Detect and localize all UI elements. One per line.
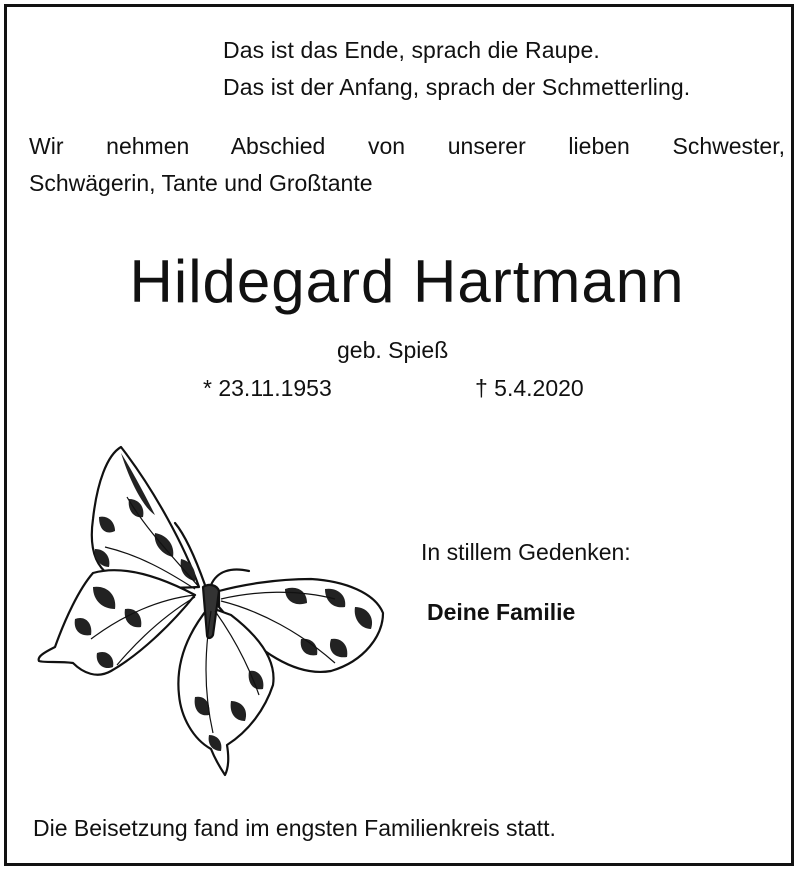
- death-date: † 5.4.2020: [475, 375, 584, 401]
- motto-line-1: Das ist das Ende, sprach die Raupe.: [223, 37, 600, 63]
- intro-line-2: Schwägerin, Tante und Großtante: [29, 170, 373, 196]
- intro-line-1: Wir nehmen Abschied von unserer lieben Schwester,: [29, 133, 785, 159]
- mourners-names: Deine Familie: [427, 599, 576, 625]
- mourners-intro: In stillem Gedenken:: [421, 539, 631, 565]
- motto-line-2: Das ist der Anfang, sprach der Schmetterling.: [223, 74, 691, 100]
- butterfly-icon: [35, 439, 390, 779]
- birth-date: * 23.11.1953: [203, 375, 332, 401]
- obituary-notice: [4, 4, 794, 866]
- birth-name: geb. Spieß: [337, 337, 449, 363]
- burial-notice: Die Beisetzung fand im engsten Familienkreis statt.: [33, 815, 556, 841]
- deceased-name: Hildegard Hartmann: [129, 248, 685, 315]
